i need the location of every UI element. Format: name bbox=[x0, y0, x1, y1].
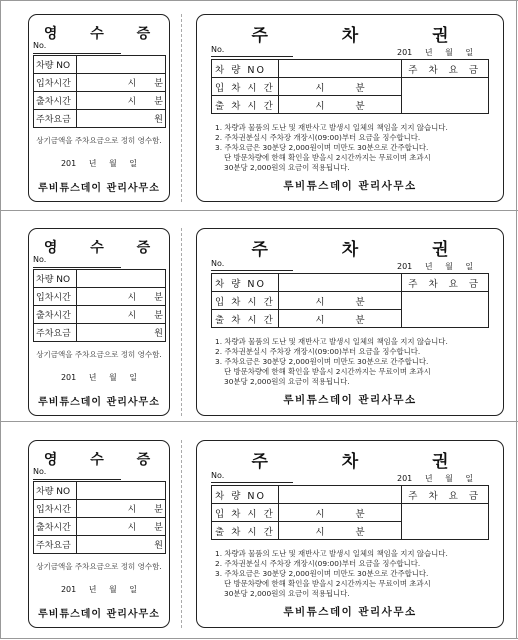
ticket-title: 주 차 권 bbox=[251, 240, 483, 260]
ticket-title: 주 차 권 bbox=[251, 26, 483, 46]
receipt-row-entry-time bbox=[34, 74, 166, 92]
ticket-value: 시 분 bbox=[278, 96, 402, 114]
receipt-stub bbox=[28, 14, 170, 202]
ticket-no-line bbox=[211, 270, 293, 271]
ticket-date: 201 년 월 일 bbox=[397, 48, 474, 57]
receipt-label: 입차시간 bbox=[34, 74, 77, 92]
receipt-no-label: No. bbox=[33, 255, 47, 264]
ticket-row-entry-time bbox=[212, 78, 489, 96]
border-line bbox=[0, 0, 1, 639]
ticket-rules bbox=[215, 337, 501, 387]
receipt-value: 시 분 bbox=[77, 518, 166, 536]
ticket-row-car-no bbox=[212, 274, 489, 292]
ticket-label: 차 량 NO bbox=[212, 274, 279, 292]
ticket-rule: 3. 주차요금은 30분당 2,000원이며 미만도 30분으로 간주합니다. bbox=[215, 143, 429, 152]
receipt-row-exit-time bbox=[34, 518, 166, 536]
receipt-label: 주차요금 bbox=[34, 110, 77, 128]
ticket-rule: 단 방문차량에 한해 확인을 받을시 2시간까지는 무료이며 초과시 bbox=[224, 579, 431, 588]
perforation-line bbox=[181, 14, 182, 202]
receipt-row-entry-time bbox=[34, 500, 166, 518]
ticket-rule: 30분당 2,000원의 요금이 적용됩니다. bbox=[224, 589, 350, 598]
receipt-label: 차량 NO bbox=[34, 56, 77, 74]
receipt-office: 루비튜스데이 관리사무소 bbox=[38, 183, 160, 194]
ticket-fee-box bbox=[402, 292, 489, 328]
perforation-line bbox=[181, 440, 182, 628]
receipt-value: 원 bbox=[77, 536, 166, 554]
ticket-label: 출 차 시 간 bbox=[212, 96, 279, 114]
ticket-rule: 2. 주차권분실시 주차장 개장시(09:00)부터 요금을 징수합니다. bbox=[215, 559, 421, 568]
receipt-label: 차량 NO bbox=[34, 482, 77, 500]
receipt-value: 원 bbox=[77, 324, 166, 342]
ticket-fee-box bbox=[402, 78, 489, 114]
receipt-stub bbox=[28, 440, 170, 628]
receipt-row-car-no bbox=[34, 270, 166, 288]
receipt-value: 시 분 bbox=[77, 500, 166, 518]
receipt-value: 원 bbox=[77, 110, 166, 128]
receipt-row-exit-time bbox=[34, 92, 166, 110]
ticket-label: 입 차 시 간 bbox=[212, 292, 279, 310]
receipt-note: 상기금액을 주차요금으로 정히 영수함. bbox=[36, 136, 162, 145]
receipt-title: 영 수 증 bbox=[43, 26, 165, 42]
ticket-office: 루비튜스데이 관리사무소 bbox=[283, 394, 417, 406]
ticket-label: 출 차 시 간 bbox=[212, 522, 279, 540]
receipt-value bbox=[77, 482, 166, 500]
receipt-date: 201 년 월 일 bbox=[60, 373, 138, 382]
ticket-rule: 2. 주차권분실시 주차장 개장시(09:00)부터 요금을 징수합니다. bbox=[215, 133, 421, 142]
ticket-date: 201 년 월 일 bbox=[397, 262, 474, 271]
ticket-rules bbox=[215, 123, 501, 173]
ticket-table bbox=[211, 485, 489, 540]
cut-line bbox=[0, 421, 518, 422]
receipt-label: 출차시간 bbox=[34, 518, 77, 536]
ticket-rule: 1. 차량과 물품의 도난 및 재반사고 발생시 일체의 책임을 지지 않습니다. bbox=[215, 123, 448, 132]
receipt-stub bbox=[28, 228, 170, 416]
receipt-label: 주차요금 bbox=[34, 324, 77, 342]
receipt-table bbox=[33, 55, 166, 128]
receipt-title: 영 수 증 bbox=[43, 452, 165, 468]
ticket-value: 시 분 bbox=[278, 78, 402, 96]
receipt-row-car-no bbox=[34, 56, 166, 74]
ticket-rule: 1. 차량과 물품의 도난 및 재반사고 발생시 일체의 책임을 지지 않습니다. bbox=[215, 549, 448, 558]
receipt-office: 루비튜스데이 관리사무소 bbox=[38, 397, 160, 408]
ticket-fee-header: 주 차 요 금 bbox=[402, 274, 489, 292]
receipt-row-entry-time bbox=[34, 288, 166, 306]
receipt-label: 입차시간 bbox=[34, 500, 77, 518]
ticket-sheet bbox=[0, 0, 518, 206]
ticket-rule: 단 방문차량에 한해 확인을 받을시 2시간까지는 무료이며 초과시 bbox=[224, 367, 431, 376]
ticket-value bbox=[278, 60, 402, 78]
ticket-row-car-no bbox=[212, 60, 489, 78]
receipt-row-car-no bbox=[34, 482, 166, 500]
ticket-label: 차 량 NO bbox=[212, 60, 279, 78]
receipt-row-fee bbox=[34, 324, 166, 342]
receipt-label: 출차시간 bbox=[34, 306, 77, 324]
ticket-rules bbox=[215, 549, 501, 599]
ticket-value: 시 분 bbox=[278, 292, 402, 310]
ticket-title: 주 차 권 bbox=[251, 452, 483, 472]
ticket-no-label: No. bbox=[211, 471, 225, 480]
perforation-line bbox=[181, 228, 182, 416]
ticket-no-line bbox=[211, 56, 293, 57]
ticket-value bbox=[278, 486, 402, 504]
ticket-rule: 단 방문차량에 한해 확인을 받을시 2시간까지는 무료이며 초과시 bbox=[224, 153, 431, 162]
ticket-label: 출 차 시 간 bbox=[212, 310, 279, 328]
ticket-rule: 2. 주차권분실시 주차장 개장시(09:00)부터 요금을 징수합니다. bbox=[215, 347, 421, 356]
receipt-note: 상기금액을 주차요금으로 정히 영수함. bbox=[36, 562, 162, 571]
ticket-row-entry-time bbox=[212, 504, 489, 522]
parking-ticket bbox=[196, 14, 504, 202]
ticket-label: 입 차 시 간 bbox=[212, 78, 279, 96]
ticket-row-entry-time bbox=[212, 292, 489, 310]
border-line bbox=[516, 0, 517, 639]
parking-ticket bbox=[196, 440, 504, 628]
parking-ticket bbox=[196, 228, 504, 416]
cut-line bbox=[0, 638, 518, 639]
receipt-label: 출차시간 bbox=[34, 92, 77, 110]
receipt-no-line bbox=[33, 267, 121, 268]
receipt-title: 영 수 증 bbox=[43, 240, 165, 256]
ticket-date: 201 년 월 일 bbox=[397, 474, 474, 483]
receipt-note: 상기금액을 주차요금으로 정히 영수함. bbox=[36, 350, 162, 359]
ticket-row-car-no bbox=[212, 486, 489, 504]
ticket-no-label: No. bbox=[211, 259, 225, 268]
receipt-table bbox=[33, 481, 166, 554]
receipt-no-line bbox=[33, 479, 121, 480]
receipt-table bbox=[33, 269, 166, 342]
ticket-table bbox=[211, 59, 489, 114]
ticket-rule: 3. 주차요금은 30분당 2,000원이며 미만도 30분으로 간주합니다. bbox=[215, 357, 429, 366]
receipt-label: 차량 NO bbox=[34, 270, 77, 288]
ticket-value bbox=[278, 274, 402, 292]
ticket-value: 시 분 bbox=[278, 522, 402, 540]
ticket-office: 루비튜스데이 관리사무소 bbox=[283, 180, 417, 192]
receipt-value: 시 분 bbox=[77, 74, 166, 92]
ticket-office: 루비튜스데이 관리사무소 bbox=[283, 606, 417, 618]
receipt-value bbox=[77, 56, 166, 74]
receipt-date: 201 년 월 일 bbox=[60, 585, 138, 594]
cut-line bbox=[0, 0, 518, 1]
ticket-value: 시 분 bbox=[278, 310, 402, 328]
ticket-no-line bbox=[211, 482, 293, 483]
receipt-date: 201 년 월 일 bbox=[60, 159, 138, 168]
ticket-no-label: No. bbox=[211, 45, 225, 54]
receipt-row-fee bbox=[34, 536, 166, 554]
ticket-table bbox=[211, 273, 489, 328]
receipt-row-exit-time bbox=[34, 306, 166, 324]
ticket-sheet bbox=[0, 214, 518, 420]
receipt-value bbox=[77, 270, 166, 288]
ticket-fee-header: 주 차 요 금 bbox=[402, 486, 489, 504]
ticket-rule: 30분당 2,000원의 요금이 적용됩니다. bbox=[224, 163, 350, 172]
receipt-no-label: No. bbox=[33, 41, 47, 50]
ticket-label: 입 차 시 간 bbox=[212, 504, 279, 522]
receipt-value: 시 분 bbox=[77, 92, 166, 110]
receipt-office: 루비튜스데이 관리사무소 bbox=[38, 609, 160, 620]
ticket-rule: 3. 주차요금은 30분당 2,000원이며 미만도 30분으로 간주합니다. bbox=[215, 569, 429, 578]
ticket-rule: 30분당 2,000원의 요금이 적용됩니다. bbox=[224, 377, 350, 386]
receipt-value: 시 분 bbox=[77, 288, 166, 306]
receipt-label: 입차시간 bbox=[34, 288, 77, 306]
ticket-value: 시 분 bbox=[278, 504, 402, 522]
receipt-value: 시 분 bbox=[77, 306, 166, 324]
ticket-fee-header: 주 차 요 금 bbox=[402, 60, 489, 78]
receipt-label: 주차요금 bbox=[34, 536, 77, 554]
ticket-label: 차 량 NO bbox=[212, 486, 279, 504]
ticket-sheet bbox=[0, 426, 518, 632]
receipt-no-label: No. bbox=[33, 467, 47, 476]
cut-line bbox=[0, 210, 518, 211]
ticket-fee-box bbox=[402, 504, 489, 540]
receipt-no-line bbox=[33, 53, 121, 54]
ticket-rule: 1. 차량과 물품의 도난 및 재반사고 발생시 일체의 책임을 지지 않습니다. bbox=[215, 337, 448, 346]
receipt-row-fee bbox=[34, 110, 166, 128]
